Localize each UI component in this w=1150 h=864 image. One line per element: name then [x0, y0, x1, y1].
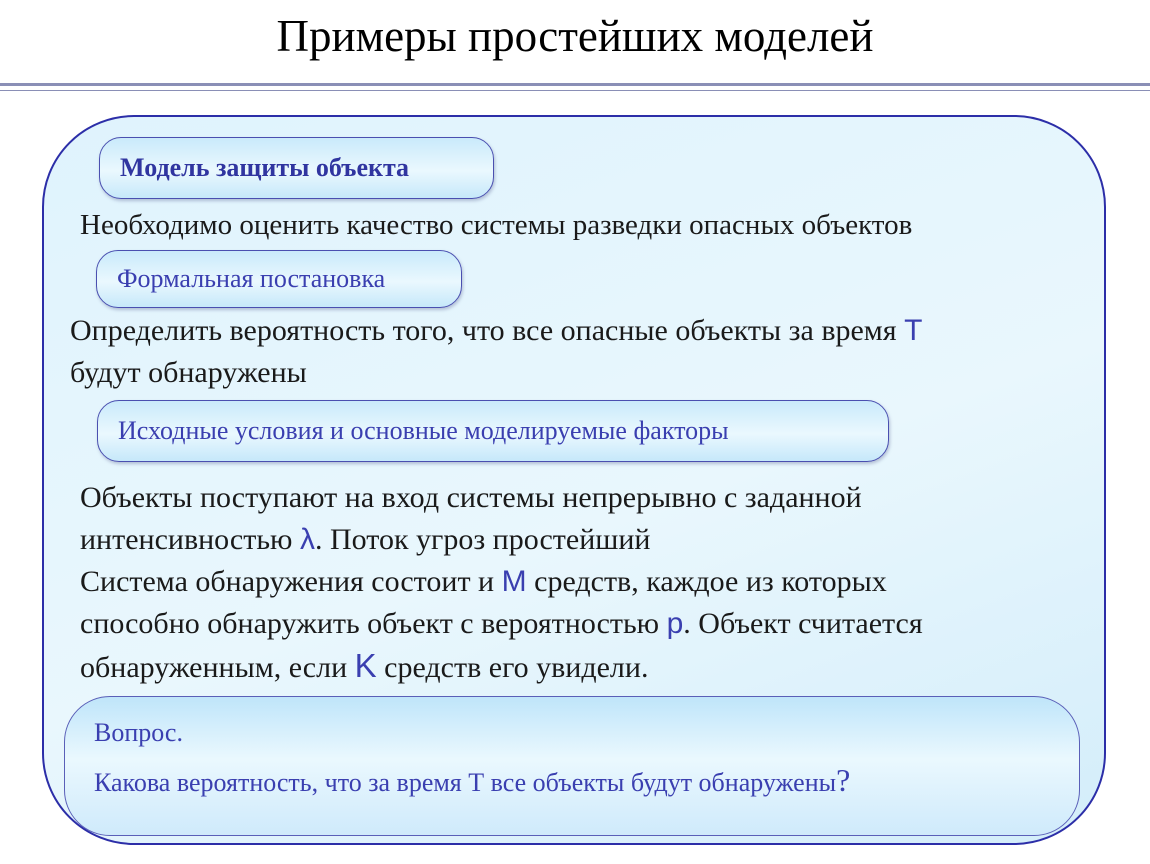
symbol-k: K	[354, 647, 377, 684]
defense-model-header	[99, 137, 494, 199]
formal-statement-header-label: Формальная постановка	[117, 264, 386, 293]
conditions-header	[97, 400, 889, 462]
conditions-line-2-a: интенсивностью	[80, 523, 300, 556]
conditions-line-4-a: способно обнаружить объект с вероятностью	[80, 607, 667, 640]
formal-line-1-text: Определить вероятность того, что все опасные объекты за время	[70, 314, 905, 347]
conditions-header-label: Исходные условия и основные моделируемые факторы	[118, 416, 729, 445]
conditions-line-2	[80, 519, 650, 561]
conditions-line-3-b: средств, каждое из которых	[526, 565, 887, 598]
formal-statement-header	[96, 250, 462, 308]
conditions-line-1: Объекты поступают на вход системы непрерывно с заданной	[80, 481, 862, 514]
question-mark: ?	[836, 762, 851, 798]
slide-title: Примеры простейших моделей	[276, 11, 874, 61]
conditions-line-5	[80, 645, 648, 689]
symbol-p: p	[666, 607, 684, 640]
title-divider-thick	[0, 83, 1150, 86]
symbol-t: T	[904, 314, 923, 347]
formal-line-1	[70, 310, 922, 352]
question-text-body: Какова вероятность, что за время Т все объекты будут обнаружены	[94, 768, 837, 797]
conditions-line-4	[80, 603, 923, 645]
conditions-line-3-a: Система обнаружения состоит и	[80, 565, 502, 598]
defense-model-header-label: Модель защиты объекта	[120, 153, 410, 182]
conditions-line-3	[80, 561, 887, 603]
conditions-line-2-b: . Поток угроз простейший	[314, 523, 651, 556]
symbol-lambda: λ	[299, 523, 315, 556]
formal-line-2: будут обнаружены	[70, 356, 307, 389]
task-statement: Необходимо оценить качество системы разведки опасных объектов	[80, 209, 913, 241]
symbol-m: M	[501, 565, 527, 598]
title-divider-thin	[0, 90, 1150, 91]
question-text	[94, 762, 850, 799]
question-label: Вопрос.	[94, 718, 183, 747]
conditions-line-4-b: . Объект считается	[683, 607, 923, 640]
conditions-line-5-b: средств его увидели.	[376, 651, 649, 684]
conditions-line-5-a: обнаруженным, если	[80, 651, 355, 684]
